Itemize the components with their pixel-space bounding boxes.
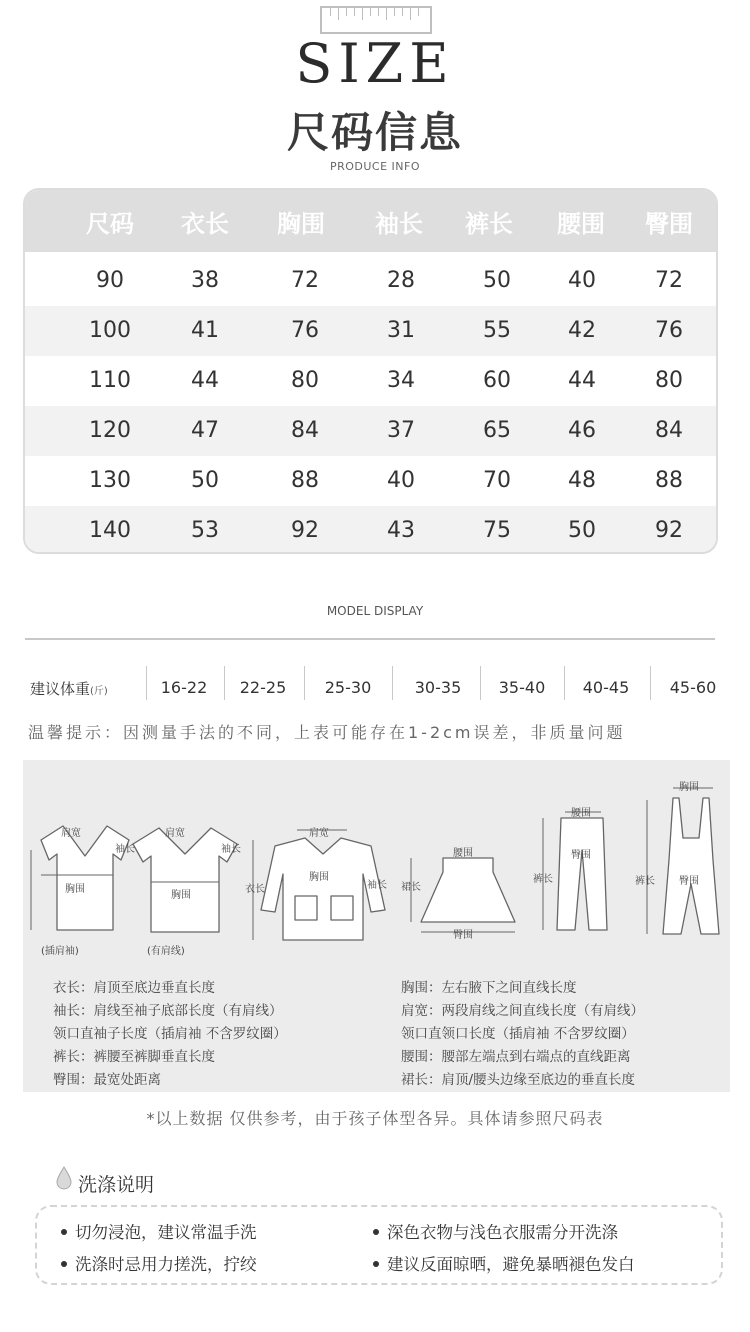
table-cell: 88	[655, 468, 683, 493]
label-raglan: (插肩袖)	[41, 946, 79, 957]
label-waist: 腰围	[453, 848, 473, 859]
label-chest: 胸围	[309, 872, 329, 883]
separator	[480, 666, 481, 700]
table-cell: 28	[387, 268, 415, 293]
table-row	[25, 406, 716, 456]
label-hip: 臀围	[571, 850, 591, 861]
desc-left: 袖长：肩线至袖子底部长度（有肩线）	[53, 1003, 283, 1019]
table-cell: 84	[655, 418, 683, 443]
table-cell: 110	[89, 368, 131, 393]
table-cell: 84	[291, 418, 319, 443]
label-sleeve: 袖长	[115, 844, 135, 855]
header-cell: 腰围	[557, 210, 605, 238]
table-row	[25, 356, 716, 406]
table-cell: 34	[387, 368, 415, 393]
label-pants-length: 裤长	[635, 876, 655, 887]
table-cell: 70	[483, 468, 511, 493]
table-cell: 50	[483, 268, 511, 293]
table-cell: 43	[387, 518, 415, 543]
table-cell: 100	[89, 318, 131, 343]
table-cell: 60	[483, 368, 511, 393]
page-subtitle: PRODUCE INFO	[329, 160, 421, 173]
table-cell: 120	[89, 418, 131, 443]
weight-value: 40-45	[582, 678, 630, 697]
label-chest: 胸围	[679, 782, 699, 793]
table-cell: 46	[568, 418, 596, 443]
separator	[304, 666, 305, 700]
header-cell: 尺码	[86, 210, 134, 238]
table-cell: 41	[191, 318, 219, 343]
washing-item-text: 建议反面晾晒，避免暴晒褪色发白	[387, 1255, 635, 1274]
table-cell: 42	[568, 318, 596, 343]
desc-right: 裙长：肩顶/腰头边缘至底边的垂直长度	[401, 1072, 636, 1088]
table-cell: 88	[291, 468, 319, 493]
separator	[564, 666, 565, 700]
bullet-icon	[61, 1261, 67, 1267]
table-cell: 72	[291, 268, 319, 293]
skirt-icon	[421, 858, 515, 922]
separator	[650, 666, 651, 700]
measurement-diagram	[23, 760, 730, 1092]
weight-value: 16-22	[160, 678, 208, 697]
measurement-tip: 温馨提示：因测量手法的不同，上表可能存在1-2cm误差，非质量问题	[28, 723, 626, 742]
label-sleeve: 袖长	[367, 880, 387, 891]
label-set-in: (有肩线)	[147, 946, 185, 957]
table-cell: 130	[89, 468, 131, 493]
washing-item	[61, 1251, 257, 1275]
weight-unit: (斤)	[90, 686, 108, 697]
table-cell: 92	[291, 518, 319, 543]
bullet-icon	[61, 1229, 67, 1235]
weight-value: 30-35	[414, 678, 462, 697]
desc-left: 臀围：最宽处距离	[53, 1072, 161, 1088]
table-cell: 47	[191, 418, 219, 443]
washing-item	[61, 1219, 257, 1243]
label-waist: 腰围	[571, 808, 591, 819]
table-cell: 55	[483, 318, 511, 343]
header-cell: 裤长	[465, 210, 513, 238]
desc-right: 腰围：腰部左端点到右端点的直线距离	[401, 1049, 631, 1065]
weight-row	[0, 664, 750, 704]
table-header	[25, 190, 716, 252]
table-row	[25, 506, 716, 554]
reference-note: *以上数据 仅供参考，由于孩子体型各异。具体请参照尺码表	[146, 1109, 604, 1128]
page-title: 尺码信息	[286, 108, 463, 157]
table-cell: 48	[568, 468, 596, 493]
bullet-icon	[373, 1229, 379, 1235]
table-cell: 76	[655, 318, 683, 343]
table-cell: 40	[568, 268, 596, 293]
label-shoulder: 肩宽	[61, 828, 81, 839]
label-skirt-length: 裙长	[401, 882, 421, 893]
table-cell: 40	[387, 468, 415, 493]
desc-right: 领口直领口长度（插肩袖 不含罗纹圈）	[401, 1026, 635, 1042]
table-row	[25, 256, 716, 306]
header-cell: 胸围	[277, 210, 325, 238]
table-cell: 92	[655, 518, 683, 543]
desc-right: 肩宽：两段肩线之间直线长度（有肩线）	[401, 1003, 644, 1019]
table-cell: 50	[191, 468, 219, 493]
weight-value: 35-40	[498, 678, 546, 697]
label-shoulder: 肩宽	[165, 828, 185, 839]
washing-item-text: 洗涤时忌用力搓洗，拧绞	[75, 1255, 257, 1274]
ruler-icon	[320, 6, 432, 34]
label-chest: 胸围	[65, 884, 85, 895]
separator	[224, 666, 225, 700]
label-chest: 胸围	[171, 890, 191, 901]
separator	[146, 666, 147, 700]
desc-left: 领口直袖子长度（插肩袖 不含罗纹圈）	[53, 1026, 287, 1042]
label-hip: 臀围	[679, 876, 699, 887]
table-cell: 80	[655, 368, 683, 393]
separator	[392, 666, 393, 700]
table-cell: 37	[387, 418, 415, 443]
table-cell: 75	[483, 518, 511, 543]
weight-value: 25-30	[324, 678, 372, 697]
table-cell: 50	[568, 518, 596, 543]
table-cell: 31	[387, 318, 415, 343]
table-cell: 44	[568, 368, 596, 393]
bullet-icon	[373, 1261, 379, 1267]
water-drop-icon	[56, 1166, 72, 1190]
label-pants-length: 裤长	[533, 874, 553, 885]
garment-illustrations	[23, 760, 730, 1092]
washing-item-text: 切勿浸泡，建议常温手洗	[75, 1223, 257, 1242]
table-cell: 140	[89, 518, 131, 543]
weight-label-text: 建议体重	[30, 680, 91, 698]
label-shoulder: 肩宽	[309, 828, 329, 839]
size-title: SIZE	[295, 32, 455, 95]
table-row	[25, 456, 716, 506]
pants-icon	[557, 818, 607, 930]
table-cell: 76	[291, 318, 319, 343]
washing-item-text: 深色衣物与浅色衣服需分开洗涤	[387, 1223, 618, 1242]
weight-label	[30, 678, 108, 699]
washing-instructions	[35, 1205, 723, 1285]
washing-item	[373, 1251, 635, 1275]
weight-value: 22-25	[239, 678, 287, 697]
table-cell: 90	[96, 268, 124, 293]
desc-left: 裤长：裤腰至裤脚垂直长度	[53, 1049, 215, 1065]
divider	[25, 638, 715, 640]
overalls-icon	[663, 798, 719, 934]
washing-title: 洗涤说明	[78, 1174, 155, 1196]
table-cell: 72	[655, 268, 683, 293]
weight-value: 45-60	[669, 678, 717, 697]
desc-left: 衣长：肩顶至底边垂直长度	[53, 980, 215, 996]
washing-item	[373, 1219, 618, 1243]
header-cell: 衣长	[181, 210, 229, 238]
label-sleeve: 袖长	[221, 844, 241, 855]
table-cell: 80	[291, 368, 319, 393]
label-length: 衣长	[245, 884, 265, 895]
table-row	[25, 306, 716, 356]
table-cell: 53	[191, 518, 219, 543]
table-cell: 38	[191, 268, 219, 293]
header-cell: 臀围	[645, 210, 693, 238]
table-cell: 65	[483, 418, 511, 443]
header-cell: 袖长	[375, 210, 423, 238]
model-display-label: MODEL DISPLAY	[326, 604, 424, 618]
table-cell: 44	[191, 368, 219, 393]
label-hip: 臀围	[453, 930, 473, 941]
size-table	[23, 188, 718, 554]
desc-right: 胸围：左右腋下之间直线长度	[401, 980, 577, 996]
